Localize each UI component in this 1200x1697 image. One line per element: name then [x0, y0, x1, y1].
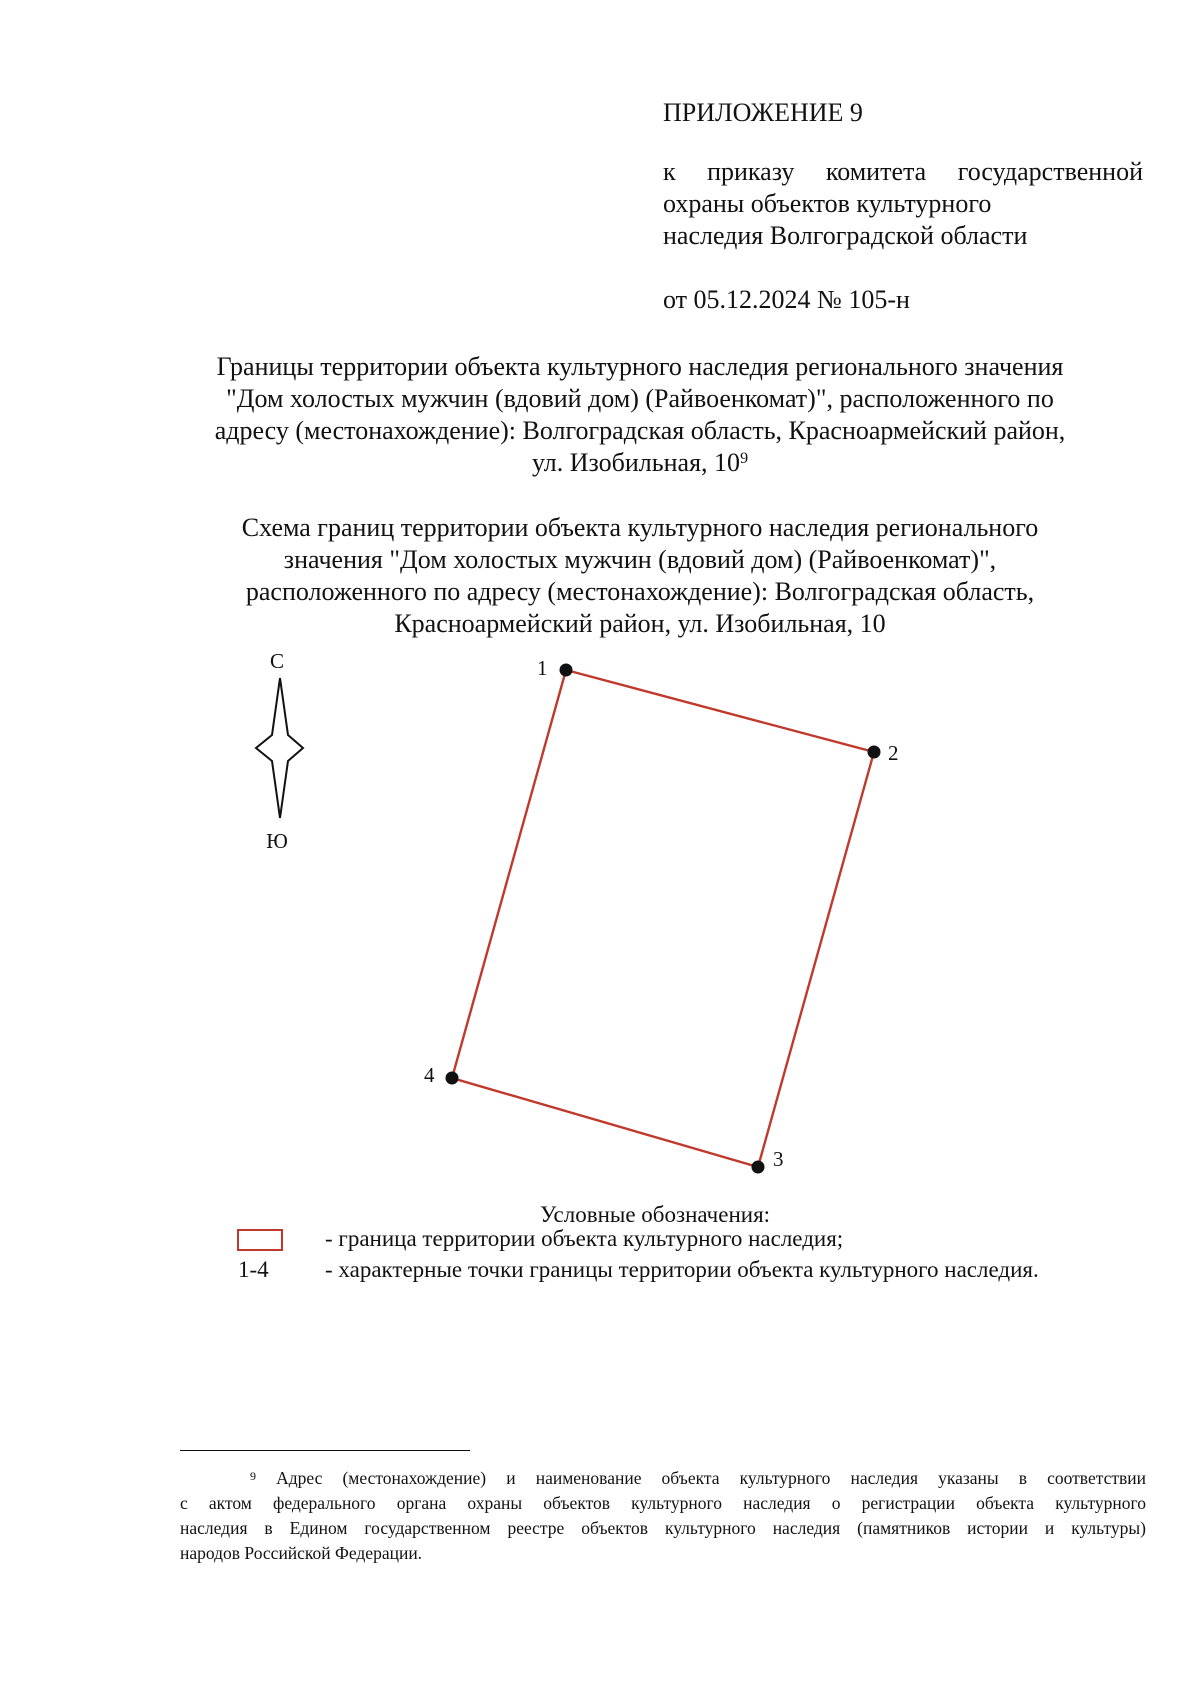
- legend-boundary-text: - граница территории объекта культурного наследия;: [325, 1226, 844, 1251]
- footnote-ref-mark: 9: [740, 450, 749, 467]
- title-line: [150, 447, 1130, 479]
- footnote-line: народов Российской Федерации.: [180, 1543, 423, 1563]
- boundary-point-label: 3: [773, 1147, 784, 1171]
- order-ref-line: к приказу комитета государственной: [663, 157, 1143, 186]
- title-line: значения "Дом холостых мужчин (вдовий дом) (Райвоенкомат)",: [283, 545, 997, 574]
- boundary-point-4: [446, 1072, 459, 1085]
- title-line: адресу (местонахождение): Волгоградская область, Красноармейский район,: [214, 416, 1066, 445]
- order-reference: [663, 156, 1143, 252]
- title-line: Схема границ территории объекта культурного наследия регионального: [241, 513, 1039, 542]
- boundary-polygon: [452, 670, 874, 1167]
- boundary-point-1: [560, 664, 573, 677]
- title-line: Красноармейский район, ул. Изобильная, 10: [394, 609, 886, 638]
- title-line-text: ул. Изобильная, 10: [531, 448, 741, 477]
- appendix-title: ПРИЛОЖЕНИЕ 9: [663, 98, 863, 127]
- compass-north-label: С: [269, 649, 285, 673]
- title-line: Границы территории объекта культурного наследия регионального значения: [216, 352, 1064, 381]
- footnote-mark: 9: [250, 1469, 256, 1483]
- order-date: от 05.12.2024 № 105-н: [663, 285, 910, 314]
- legend-boundary-swatch: [237, 1229, 283, 1251]
- footnote-divider: [180, 1450, 470, 1451]
- footnote-line: с актом федерального органа охраны объектов культурного наследия о регистрации объекта культурного: [180, 1493, 1146, 1513]
- footnote: [180, 1466, 1146, 1566]
- legend-title: Условные обозначения:: [540, 1202, 771, 1227]
- boundaries-title: [150, 351, 1130, 479]
- boundary-point-label: 2: [888, 741, 899, 765]
- compass-south-label: Ю: [266, 829, 288, 853]
- legend-points-code: 1-4: [238, 1257, 269, 1282]
- compass-icon: [256, 678, 303, 818]
- footnote-line: наследия в Едином государственном реестре объектов культурного наследия (памятников истории и культуры): [180, 1518, 1146, 1538]
- order-ref-line: наследия Волгоградской области: [663, 221, 1028, 250]
- boundary-point-3: [752, 1161, 765, 1174]
- boundary-point-label: 4: [424, 1063, 435, 1087]
- title-line: "Дом холостых мужчин (вдовий дом) (Райвоенкомат)", расположенного по: [226, 384, 1054, 413]
- boundary-point-2: [868, 746, 881, 759]
- footnote-line: [180, 1466, 1146, 1491]
- boundary-scheme: [0, 640, 1200, 1200]
- footnote-line-text: Адрес (местонахождение) и наименование объекта культурного наследия указаны в соответствии: [276, 1468, 1147, 1488]
- scheme-title: [150, 512, 1130, 640]
- title-line: расположенного по адресу (местонахождение): Волгоградская область,: [245, 577, 1035, 606]
- boundary-point-label: 1: [537, 656, 548, 680]
- order-ref-line: охраны объектов культурного: [663, 189, 992, 218]
- legend-points-text: - характерные точки границы территории объекта культурного наследия.: [325, 1257, 1039, 1282]
